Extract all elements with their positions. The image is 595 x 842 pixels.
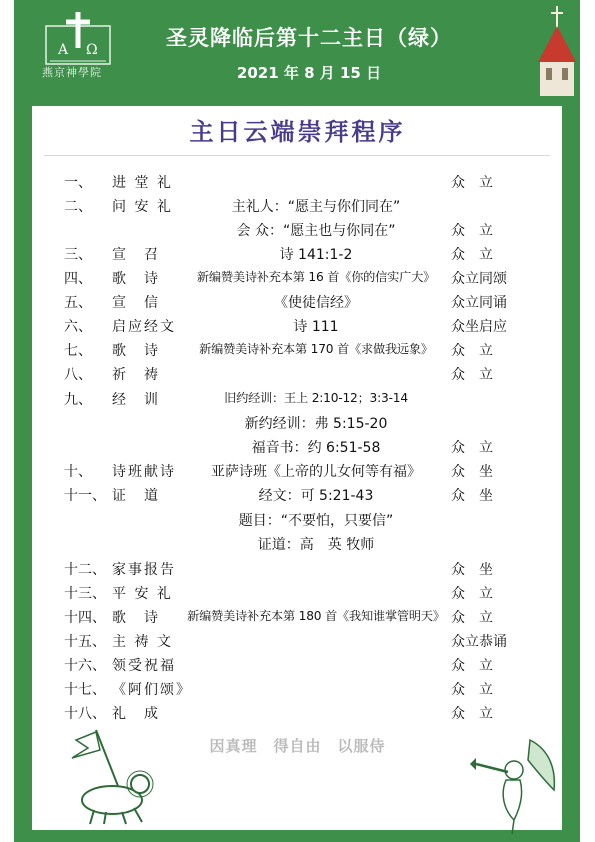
- congregation-response: 众 立: [451, 610, 493, 626]
- item-number: 十三、: [64, 586, 106, 602]
- item-detail: 新编赞美诗补充本第 16 首《你的信实广大》: [196, 270, 436, 284]
- angel-trumpet-icon: [470, 730, 560, 836]
- item-number: 十、: [64, 464, 92, 480]
- lamb-with-banner-icon: [58, 726, 188, 826]
- item-number: 三、: [64, 247, 92, 263]
- congregation-response: 众 坐: [451, 464, 493, 480]
- program-row: [0, 389, 595, 411]
- program-row: [0, 631, 595, 653]
- program-row: [0, 510, 595, 532]
- item-number: 十六、: [64, 658, 106, 674]
- congregation-response: 众 立: [451, 367, 493, 383]
- motto: 因真理 得自由 以服侍: [209, 737, 386, 755]
- item-number: 九、: [64, 392, 92, 408]
- program-row: [0, 655, 595, 677]
- congregation-response: 众 立: [451, 682, 493, 698]
- item-detail: 题目：“不要怕，只要信”: [238, 513, 394, 529]
- item-detail: 旧约经训：王上 2:10-12；3:3-14: [224, 391, 408, 405]
- item-number: 十五、: [64, 634, 106, 650]
- congregation-response: 众 立: [451, 706, 493, 722]
- congregation-response: 众 坐: [451, 488, 493, 504]
- congregation-response: 众 立: [451, 658, 493, 674]
- item-detail: 新约经训：弗 5:15-20: [244, 416, 388, 432]
- item-detail: 新编赞美诗补充本第 180 首《我知谁掌管明天》: [187, 609, 445, 623]
- seminary-name: 燕京神學院: [42, 66, 102, 79]
- item-number: 十八、: [64, 706, 106, 722]
- program-row: [0, 461, 595, 483]
- program-row: [0, 534, 595, 556]
- item-number: 十一、: [64, 488, 106, 504]
- program-row: [0, 559, 595, 581]
- item-name: 礼 成: [112, 706, 160, 722]
- item-number: 十四、: [64, 610, 106, 626]
- item-number: 一、: [64, 175, 92, 191]
- congregation-response: 众 立: [451, 343, 493, 359]
- item-name: 歌 诗: [112, 271, 160, 287]
- item-name: 主 祷 文: [112, 634, 173, 650]
- item-detail: 《使徒信经》: [274, 295, 358, 311]
- congregation-response: 众 立: [451, 247, 493, 263]
- congregation-response: 众立同颂: [451, 271, 507, 287]
- program-row: [0, 437, 595, 459]
- item-detail: 福音书：约 6:51-58: [251, 440, 381, 456]
- program-row: [0, 679, 595, 701]
- program-row: [0, 703, 595, 725]
- item-detail: 会 众：“愿主也与你同在”: [236, 223, 396, 239]
- congregation-response: 众立恭诵: [451, 634, 507, 650]
- service-date: 2021 年 8 月 15 日: [236, 64, 382, 82]
- item-detail: 亚萨诗班《上帝的儿女何等有福》: [211, 464, 421, 480]
- program-row: [0, 268, 595, 290]
- item-name: 歌 诗: [112, 610, 160, 626]
- item-number: 五、: [64, 295, 92, 311]
- item-number: 二、: [64, 199, 92, 215]
- congregation-response: 众 坐: [451, 562, 493, 578]
- congregation-response: 众立同诵: [451, 295, 507, 311]
- svg-text:Ω: Ω: [86, 42, 98, 58]
- program-row: [0, 413, 595, 435]
- program-row: [0, 292, 595, 314]
- program-row: [0, 364, 595, 386]
- item-name: 问 安 礼: [112, 199, 173, 215]
- congregation-response: 众 立: [451, 223, 493, 239]
- item-name: 宣 召: [112, 247, 160, 263]
- svg-text:A: A: [58, 42, 69, 58]
- item-name: 家事报告: [112, 562, 176, 578]
- item-detail: 主礼人：“愿主与你们同在”: [231, 199, 401, 215]
- item-name: 启应经文: [112, 319, 176, 335]
- program-row: [0, 316, 595, 338]
- item-name: 宣 信: [112, 295, 160, 311]
- item-number: 八、: [64, 367, 92, 383]
- program-row: [0, 340, 595, 362]
- item-name: 平 安 礼: [112, 586, 173, 602]
- item-name: 歌 诗: [112, 343, 160, 359]
- item-detail: 诗 141:1-2: [279, 247, 353, 263]
- item-name: 进 堂 礼: [112, 175, 173, 191]
- congregation-response: 众 立: [451, 440, 493, 456]
- item-number: 十七、: [64, 682, 106, 698]
- congregation-response: 众 立: [451, 586, 493, 602]
- item-name: 诗班献诗: [112, 464, 176, 480]
- program-row: [0, 196, 595, 218]
- program-row: [0, 220, 595, 242]
- item-detail: 经文：可 5:21-43: [258, 488, 374, 504]
- program-row: [0, 244, 595, 266]
- program-row: [0, 583, 595, 605]
- program-row: [0, 485, 595, 507]
- item-name: 经 训: [112, 392, 160, 408]
- item-number: 四、: [64, 271, 92, 287]
- item-detail: 诗 111: [293, 319, 339, 335]
- program-heading: 主日云端崇拜程序: [189, 118, 406, 146]
- congregation-response: 众 立: [451, 175, 493, 191]
- item-name: 证 道: [112, 488, 160, 504]
- item-detail: 证道：高 英 牧师: [257, 537, 375, 553]
- program-row: [0, 607, 595, 629]
- item-number: 十二、: [64, 562, 106, 578]
- item-number: 六、: [64, 319, 92, 335]
- program-row: [0, 172, 595, 194]
- page-title: 圣灵降临后第十二主日（绿）: [166, 26, 452, 50]
- item-name: 祈 祷: [112, 367, 160, 383]
- item-number: 七、: [64, 343, 92, 359]
- congregation-response: 众坐启应: [451, 319, 507, 335]
- item-name: 《阿们颂》: [112, 682, 192, 698]
- item-name: 领受祝福: [112, 658, 176, 674]
- item-detail: 新编赞美诗补充本第 170 首《求做我远象》: [199, 342, 433, 356]
